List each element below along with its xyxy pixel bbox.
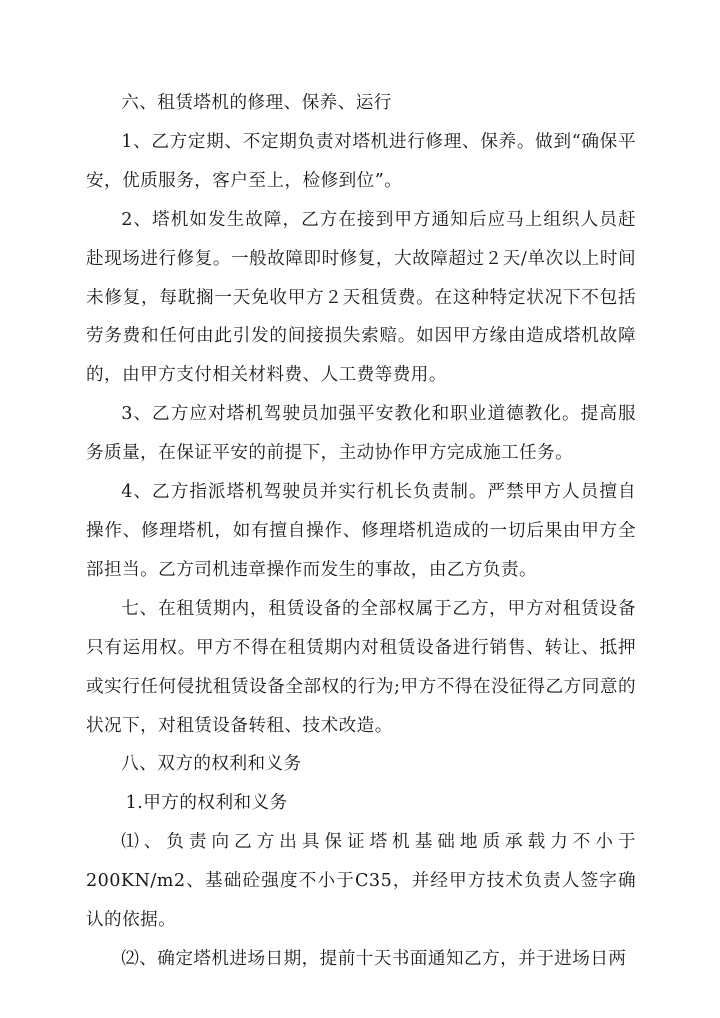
- clause-6-4: 4、乙方指派塔机驾驶员并实行机长负责制。严禁甲方人员擅自操作、修理塔机，如有擅自操作、修理塔机造成的一切后果由甲方全部担当。乙方司机违章操作而发生的事故，由乙方负责。: [86, 482, 636, 580]
- document-body: [86, 84, 636, 979]
- clause-8-1-1: ⑴、负责向乙方出具保证塔机基础地质承载力不小于200KN/m2、基础砼强度不小于C35，并经甲方技术负责人签字确认的依据。: [86, 832, 636, 931]
- section-heading-6: 六、租赁塔机的修理、保养、运行: [121, 93, 392, 113]
- section-heading-8: 八、双方的权利和义务: [121, 754, 302, 775]
- clause-6-2: 2、塔机如发生故障，乙方在接到甲方通知后应马上组织人员赶赴现场进行修复。一般故障即时修复，大故障超过２天/单次以上时间未修复，每耽搁一天免收甲方２天租赁费。在这种特定状况下不包括劳务费和任何由此引发的间接损失索赔。如因甲方缘由造成塔机故障的，由甲方支付相关材料费、人工费等费用。: [86, 209, 636, 386]
- clause-6-1: 1、乙方定期、不定期负责对塔机进行修理、保养。做到“确保平安，优质服务，客户至上，检修到位”。: [86, 131, 636, 191]
- section-7: 七、在租赁期内，租赁设备的全部权属于乙方，甲方对租赁设备只有运用权。甲方不得在租赁期内对租赁设备进行销售、转让、抵押或实行任何侵扰租赁设备全部权的行为;甲方不得在没征得乙方同意的状况下，对租赁设备转租、技术改造。: [86, 598, 636, 736]
- clause-8-1-2: ⑵、确定塔机进场日期，提前十天书面通知乙方，并于进场日两: [121, 948, 627, 969]
- clause-6-3: 3、乙方应对塔机驾驶员加强平安教化和职业道德教化。提高服务质量，在保证平安的前提下，主动协作甲方完成施工任务。: [86, 404, 636, 464]
- subheading-8-1: 1.甲方的权利和义务: [125, 793, 288, 814]
